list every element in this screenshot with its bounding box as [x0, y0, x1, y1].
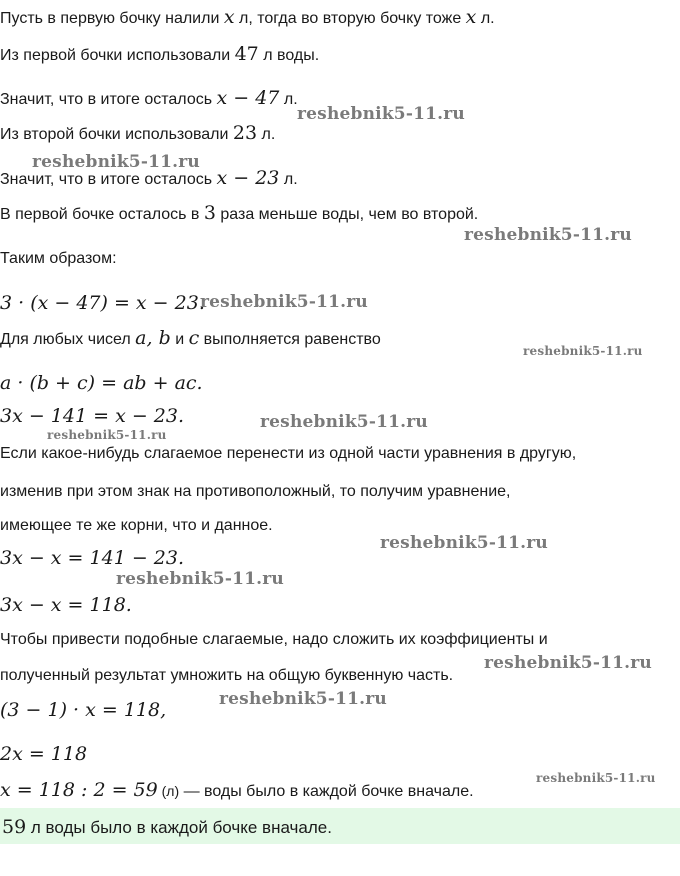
math-expression: x = 118 : 2 = 59 [0, 779, 158, 801]
text-line [0, 44, 319, 66]
text: л воды. [258, 47, 320, 64]
text: л. [257, 126, 276, 143]
watermark: reshebnik5-11.ru [523, 344, 643, 358]
text: В первой бочке осталось в [0, 206, 204, 223]
text: Значит, что в итоге осталось [0, 91, 217, 108]
text-line: имеющее те же корни, что и данное. [0, 517, 273, 534]
text: Из первой бочки использовали [0, 47, 235, 64]
text: Для любых чисел [0, 331, 136, 348]
watermark: reshebnik5-11.ru [219, 689, 387, 709]
math-line: 3 · (x − 47) = x − 23. [0, 292, 205, 314]
text-line [0, 203, 478, 225]
text: Пусть в первую бочку налили [0, 10, 224, 27]
math-var: b [158, 327, 171, 349]
watermark: reshebnik5-11.ru [260, 412, 428, 432]
watermark: reshebnik5-11.ru [297, 104, 465, 124]
math-expression: x − 23 [216, 167, 280, 189]
text: , [146, 327, 159, 349]
answer-box [0, 808, 680, 844]
watermark: reshebnik5-11.ru [116, 569, 284, 589]
text-line: полученный результат умножить на общую буквенную часть. [0, 667, 454, 684]
math-var: x [223, 6, 235, 28]
text-line: Таким образом: [0, 250, 117, 267]
math-line: 3x − x = 141 − 23. [0, 547, 184, 569]
watermark: reshebnik5-11.ru [380, 533, 548, 553]
text-line [0, 780, 474, 802]
text: (л) [157, 783, 180, 799]
text-line: Чтобы привести подобные слагаемые, надо сложить их коэффициенты и [0, 631, 548, 648]
text-line: изменив при этом знак на противоположный, то получим уравнение, [0, 483, 511, 500]
text: л воды было в каждой бочке вначале. [26, 818, 332, 837]
watermark: reshebnik5-11.ru [464, 225, 632, 245]
math-line: 3x − x = 118. [0, 594, 132, 616]
math-line: 3x − 141 = x − 23. [0, 405, 184, 427]
text: Значит, что в итоге осталось [0, 171, 217, 188]
watermark: reshebnik5-11.ru [484, 653, 652, 673]
math-line: a · (b + c) = ab + ac. [0, 372, 203, 394]
watermark: reshebnik5-11.ru [200, 292, 368, 312]
text: и [170, 331, 189, 348]
math-line: (3 − 1) · x = 118, [0, 699, 167, 721]
text-line [0, 123, 275, 145]
watermark: reshebnik5-11.ru [32, 152, 200, 172]
text-line: Если какое-нибудь слагаемое перенести из одной части уравнения в другую, [0, 445, 577, 462]
answer-text [2, 816, 332, 838]
math-number: 3 [203, 202, 216, 224]
watermark: reshebnik5-11.ru [47, 428, 167, 442]
math-line: 2x = 118 [0, 743, 88, 765]
watermark: reshebnik5-11.ru [536, 771, 656, 785]
text: л. [279, 171, 298, 188]
text: выполняется равенство [199, 331, 381, 348]
text-line [0, 88, 298, 110]
text-line [0, 328, 381, 350]
text: — воды было в каждой бочке вначале. [179, 783, 474, 800]
math-var: c [188, 327, 200, 349]
text: л. [279, 91, 298, 108]
math-number: 47 [234, 43, 259, 65]
text: Из второй бочки использовали [0, 126, 233, 143]
text-line [0, 7, 495, 29]
math-number: 59 [2, 816, 27, 838]
text: л, тогда во вторую бочку тоже [234, 10, 466, 27]
text: л. [476, 10, 495, 27]
text: раза меньше воды, чем во второй. [215, 206, 479, 223]
math-number: 23 [232, 122, 258, 144]
math-var: a [135, 327, 147, 349]
math-expression: x − 47 [216, 87, 280, 109]
math-var: x [465, 6, 477, 28]
